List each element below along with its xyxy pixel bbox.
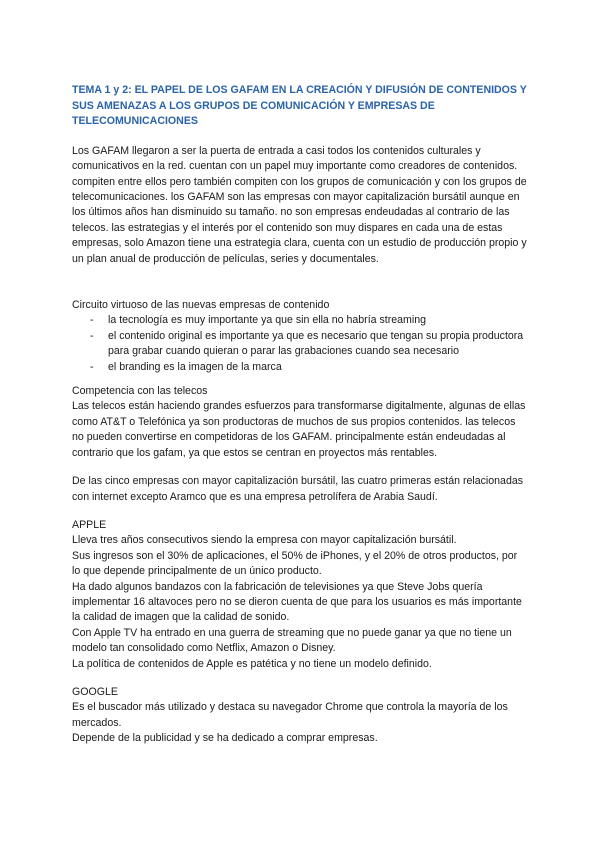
list-item [72,360,528,375]
competencia-paragraph: Las telecos están haciendo grandes esfuerzos para transformarse digitalmente, algunas de ellas como AT&T o Telefónica ya son productoras de muchos de sus propios contenidos. las telecos no pueden convertirse en competidoras de los GAFAM. principalmente están endeudadas al contrario que los gafam, ya que estos se centran en proyectos más rentables. [72,400,526,459]
google-heading: GOOGLE [72,685,118,698]
document-page [72,83,528,747]
apple-line: Con Apple TV ha entrado en una guerra de streaming que no puede ganar ya que no tiene un modelo tan consolidado como Netflix, Amazon o Disney. [72,626,512,655]
circuit-heading: Circuito virtuoso de las nuevas empresas de contenido [72,299,330,312]
competencia-heading: Competencia con las telecos [72,385,208,398]
list-item [72,313,528,328]
list-item-text: el contenido original es importante ya que es necesario que tengan su propia productora para grabar cuando quieran o parar las grabaciones cuando sea necesario [108,329,524,358]
dash-bullet: - [90,360,94,373]
list-item-text: la tecnología es muy importante ya que sin ella no habría streaming [108,314,426,327]
list-item-text: el branding es la imagen de la marca [108,360,282,373]
circuit-list [72,313,528,375]
google-line: Es el buscador más utilizado y destaca su navegador Chrome que controla la mayoría de los mercados. [72,701,508,729]
dash-bullet: - [90,329,94,342]
intro-paragraph: Los GAFAM llegaron a ser la puerta de entrada a casi todos los contenidos culturales y comunicativos en la red. cuentan con un papel muy importante como creadores de contenidos. compiten entre ellos pero también compiten con los grupos de comunicación y con los grupos de telecomunicaciones. los GAFAM son las empresas con mayor capitalización bursátil aunque en los últimos años han disminuido su tamaño. no son empresas endeudadas al contrario de las telecos. las estrategias y el interés por el contenido son muy dispares en cada una de estas empresas, solo Amazon tiene una estrategia clara, cuenta con un estudio de producción propio y un plan anual de producción de películas, series y documentales. [72,144,527,265]
list-item [72,329,528,360]
apple-line: La política de contenidos de Apple es patética y no tiene un modelo definido. [72,657,432,670]
apple-line: Ha dado algunos bandazos con la fabricación de televisiones ya que Steve Jobs quería implementar 16 altavoces pero no se dieron cuenta de que para los usuarios es más importante la calidad de imagen que la calidad de sonido. [72,580,522,624]
apple-line: Sus ingresos son el 30% de aplicaciones, el 50% de iPhones, y el 20% de otros productos, por lo que depende principalmente de un único producto. [72,549,518,578]
document-title: TEMA 1 y 2: EL PAPEL DE LOS GAFAM EN LA CREACIÓN Y DIFUSIÓN DE CONTENIDOS Y SUS AMENAZAS A LOS GRUPOS DE COMUNICACIÓN Y EMPRESAS DE TELECOMUNICACIONES [72,84,527,128]
apple-heading: APPLE [72,518,107,531]
google-line: Depende de la publicidad y se ha dedicado a comprar empresas. [72,732,378,745]
cinco-paragraph: De las cinco empresas con mayor capitalización bursátil, las cuatro primeras están relacionadas con internet excepto Aramco que es una empresa petrolífera de Arabia Saudí. [72,475,524,503]
apple-line: Lleva tres años consecutivos siendo la empresa con mayor capitalización bursátil. [72,534,457,547]
dash-bullet: - [90,314,94,327]
